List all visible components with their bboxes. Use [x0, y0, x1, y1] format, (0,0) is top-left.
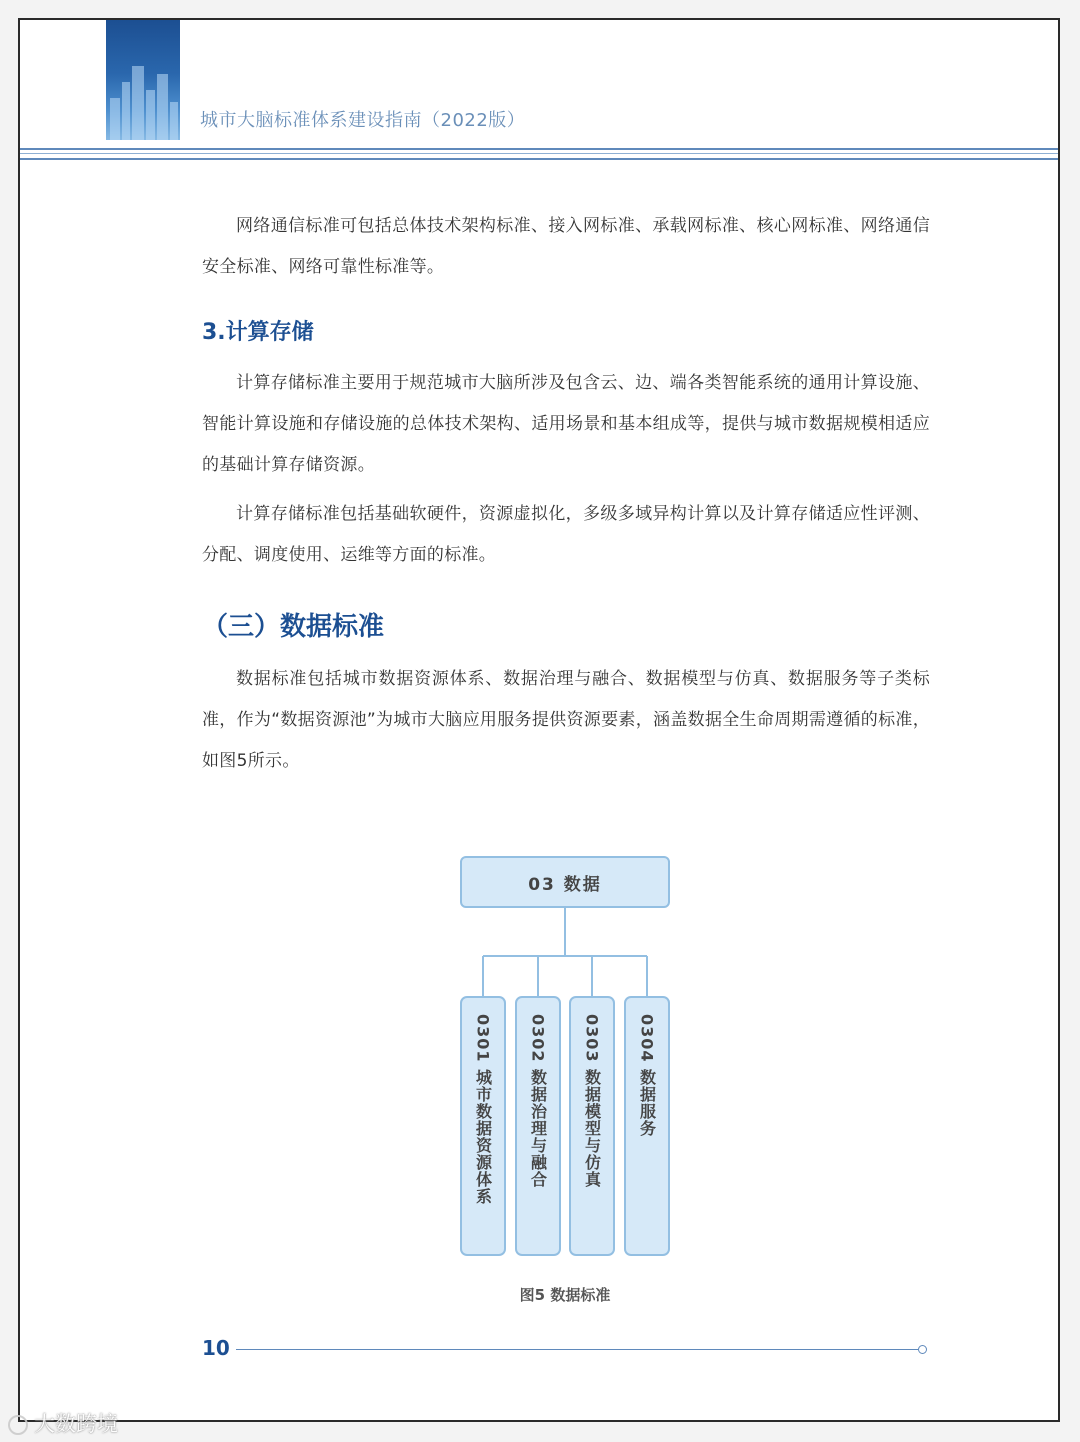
diagram-child-0303 [569, 996, 615, 1256]
footer-rule-end-dot [918, 1345, 927, 1354]
diagram-child-label: 0303 数据模型与仿真 [582, 1014, 602, 1189]
header-city-image [106, 20, 180, 140]
paragraph-compute-2: 计算存储标准包括基础软硬件，资源虚拟化，多级多域异构计算以及计算存储适应性评测、分配、调度使用、运维等方面的标准。 [202, 504, 930, 565]
watermark-logo-icon [8, 1415, 28, 1435]
heading-data: （三）数据标准 [202, 612, 385, 642]
diagram-root-node: 03 数据 [460, 856, 670, 908]
diagram-child-0301 [460, 996, 506, 1256]
document-page [18, 18, 1060, 1422]
header-title: 城市大脑标准体系建设指南（2022版） [200, 110, 526, 131]
diagram-child-0304 [624, 996, 670, 1256]
watermark-text: 大数跨境 [34, 1412, 118, 1436]
watermark [8, 1408, 118, 1438]
paragraph-data: 数据标准包括城市数据资源体系、数据治理与融合、数据模型与仿真、数据服务等子类标准，作为“数据资源池”为城市大脑应用服务提供资源要素，涵盖数据全生命周期需遵循的标准，如图5所示。 [202, 669, 930, 771]
diagram-child-label: 0304 数据服务 [637, 1014, 657, 1138]
diagram-child-0302 [515, 996, 561, 1256]
footer-rule [236, 1349, 918, 1350]
header-rule-middle [20, 153, 1058, 154]
diagram-child-label: 0302 数据治理与融合 [528, 1014, 548, 1189]
header-rule-top [20, 148, 1058, 150]
paragraph-network: 网络通信标准可包括总体技术架构标准、接入网标准、承载网标准、核心网标准、网络通信安全标准、网络可靠性标准等。 [202, 216, 930, 277]
page-number: 10 [202, 1336, 230, 1360]
figure-caption: 图5 数据标准 [519, 1286, 611, 1304]
heading-compute: 3.计算存储 [202, 320, 314, 345]
diagram-child-label: 0301 城市数据资源体系 [473, 1014, 493, 1206]
paragraph-compute-1: 计算存储标准主要用于规范城市大脑所涉及包含云、边、端各类智能系统的通用计算设施、智能计算设施和存储设施的总体技术架构、适用场景和基本组成等，提供与城市数据规模相适应的基础计算存储资源。 [202, 373, 930, 475]
header-rule-bottom [20, 158, 1058, 160]
